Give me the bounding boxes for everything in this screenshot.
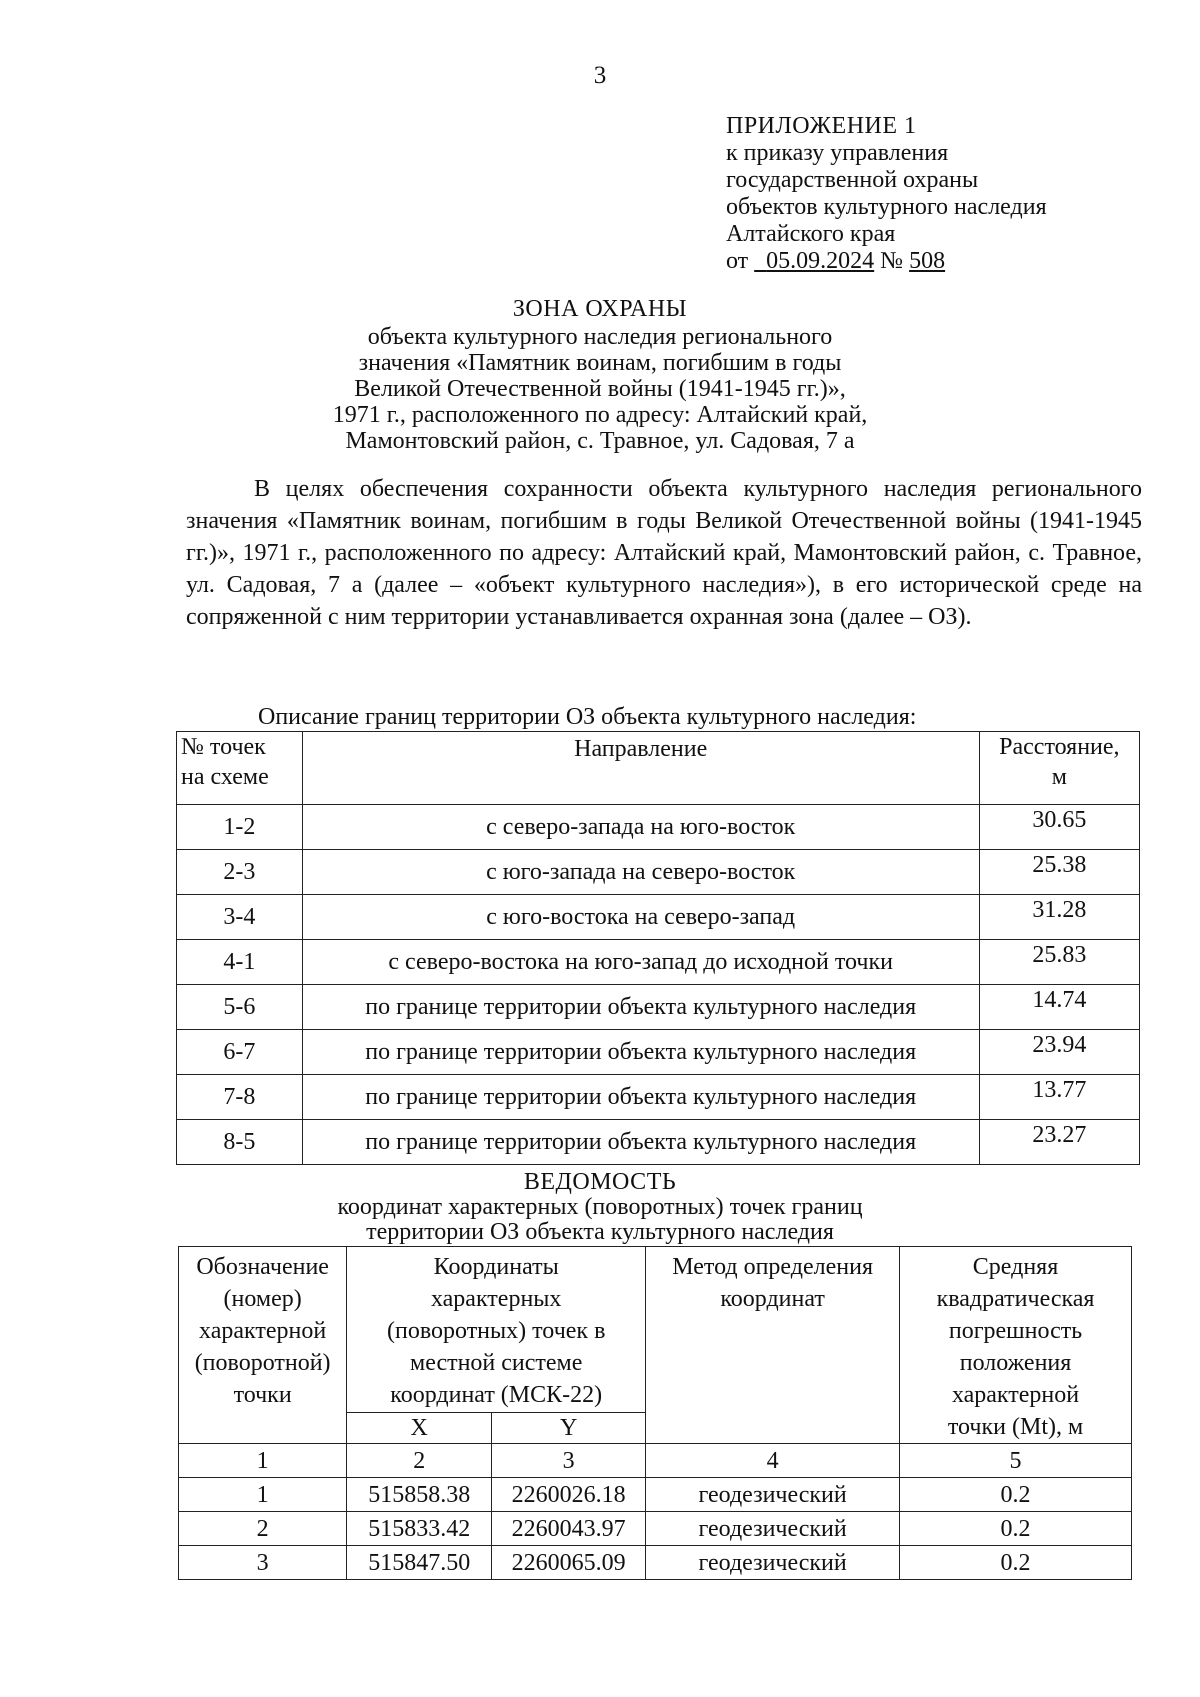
body-paragraph (186, 473, 1142, 633)
table-header-row (179, 1247, 1132, 1413)
cell-points: 3-4 (177, 895, 303, 940)
cell-points: 1-2 (177, 805, 303, 850)
header-y: Y (492, 1413, 646, 1444)
cell-x: 515833.42 (347, 1512, 492, 1546)
cell-direction: с северо-востока на юго-запад до исходной точки (302, 940, 979, 985)
table-row (177, 805, 1140, 850)
cell-method: геодезический (646, 1512, 900, 1546)
cell-direction: с юго-востока на северо-запад (302, 895, 979, 940)
statement-line: территории ОЗ объекта культурного наследия (366, 1219, 834, 1245)
cell-method: геодезический (646, 1478, 900, 1512)
statement-heading: ВЕДОМОСТЬ (523, 1169, 677, 1195)
appendix-line: государственной охраны (726, 167, 979, 193)
page-number: 3 (593, 62, 607, 89)
cell-points: 4-1 (177, 940, 303, 985)
cell-error: 0.2 (900, 1478, 1132, 1512)
cell-point: 2 (179, 1512, 347, 1546)
cell-distance: 23.27 (979, 1120, 1139, 1165)
cell-points: 6-7 (177, 1030, 303, 1075)
header-method: Метод определения координат (646, 1247, 900, 1444)
cell-direction: с северо-запада на юго-восток (302, 805, 979, 850)
cell-points: 2-3 (177, 850, 303, 895)
table-row (177, 1120, 1140, 1165)
zone-line: Великой Отечественной войны (1941-1945 гг.)», (354, 376, 846, 402)
zone-line: 1971 г., расположенного по адресу: Алтайский край, (332, 402, 868, 428)
cell-direction: по границе территории объекта культурного наследия (302, 1120, 979, 1165)
table-row (179, 1478, 1132, 1512)
table-row (177, 850, 1140, 895)
statement-line: координат характерных (поворотных) точек границ (337, 1194, 863, 1220)
header-coordinates: Координаты характерных (поворотных) точек в местной системе координат (МСК-22) (347, 1247, 646, 1413)
cell-method: геодезический (646, 1546, 900, 1580)
cell-distance: 31.28 (979, 895, 1139, 940)
col-number: 4 (646, 1444, 900, 1478)
table-row (177, 1075, 1140, 1120)
order-date-number (726, 248, 1047, 275)
cell-error: 0.2 (900, 1512, 1132, 1546)
appendix-line: к приказу управления (726, 140, 949, 166)
table-row (179, 1546, 1132, 1580)
zone-line: Мамонтовский район, с. Травное, ул. Садовая, 7 а (345, 428, 855, 454)
zone-line: значения «Памятник воинам, погибшим в годы (358, 350, 842, 376)
zone-line: объекта культурного наследия регионального (367, 324, 833, 350)
cell-x: 515858.38 (347, 1478, 492, 1512)
coordinates-table (178, 1246, 1132, 1580)
appendix-line: объектов культурного наследия (726, 194, 1047, 220)
order-date: 05.09.2024 (766, 248, 875, 274)
cell-direction: по границе территории объекта культурного наследия (302, 1075, 979, 1120)
cell-distance: 30.65 (979, 805, 1139, 850)
zone-title-block (130, 296, 1070, 454)
cell-y: 2260026.18 (492, 1478, 646, 1512)
cell-x: 515847.50 (347, 1546, 492, 1580)
col-number: 1 (179, 1444, 347, 1478)
cell-distance: 25.83 (979, 940, 1139, 985)
order-number: 508 (909, 248, 946, 274)
column-number-row (179, 1444, 1132, 1478)
table-header-row (177, 732, 1140, 805)
table-row (177, 1030, 1140, 1075)
date-prefix: от (726, 248, 749, 274)
table-row (177, 895, 1140, 940)
table-row (177, 985, 1140, 1030)
cell-distance: 14.74 (979, 985, 1139, 1030)
appendix-line: Алтайского края (726, 221, 896, 247)
table-row (177, 940, 1140, 985)
cell-points: 5-6 (177, 985, 303, 1030)
header-designation: Обозначение (номер) характерной (поворотной) точки (179, 1247, 347, 1444)
header-error: Средняя квадратическая погрешность положения характерной точки (Mt), м (900, 1247, 1132, 1444)
cell-point: 1 (179, 1478, 347, 1512)
header-x: X (347, 1413, 492, 1444)
boundaries-caption: Описание границ территории ОЗ объекта культурного наследия: (258, 704, 917, 730)
cell-direction: по границе территории объекта культурного наследия (302, 1030, 979, 1075)
boundaries-table (176, 731, 1140, 1165)
cell-point: 3 (179, 1546, 347, 1580)
cell-points: 7-8 (177, 1075, 303, 1120)
header-points: № точек на схеме (177, 732, 303, 805)
appendix-block (726, 113, 1047, 275)
col-number: 5 (900, 1444, 1132, 1478)
header-direction: Направление (302, 732, 979, 805)
table-row (179, 1512, 1132, 1546)
number-prefix: № (880, 248, 904, 274)
col-number: 2 (347, 1444, 492, 1478)
cell-error: 0.2 (900, 1546, 1132, 1580)
col-number: 3 (492, 1444, 646, 1478)
cell-points: 8-5 (177, 1120, 303, 1165)
cell-y: 2260043.97 (492, 1512, 646, 1546)
cell-y: 2260065.09 (492, 1546, 646, 1580)
appendix-title: ПРИЛОЖЕНИЕ 1 (726, 113, 917, 139)
cell-distance: 25.38 (979, 850, 1139, 895)
cell-distance: 23.94 (979, 1030, 1139, 1075)
header-distance: Расстояние, м (979, 732, 1139, 805)
cell-direction: по границе территории объекта культурного наследия (302, 985, 979, 1030)
cell-direction: с юго-запада на северо-восток (302, 850, 979, 895)
statement-title-block (150, 1170, 1050, 1245)
cell-distance: 13.77 (979, 1075, 1139, 1120)
zone-heading: ЗОНА ОХРАНЫ (512, 296, 688, 322)
paragraph-text: В целях обеспечения сохранности объекта культурного наследия регионального значения «Памятник воинам, погибшим в годы Великой Отечественной войны (1941-1945 гг.)», 1971 г., расположенного по адресу: Алтайский край, Мамонтовский район, с. Травное, ул. Садовая, 7 а (далее – «объект культурного наследия»), в его исторической среде на сопряженной с ним территории устанавливается охранная зона (далее – ОЗ). (186, 476, 1142, 630)
